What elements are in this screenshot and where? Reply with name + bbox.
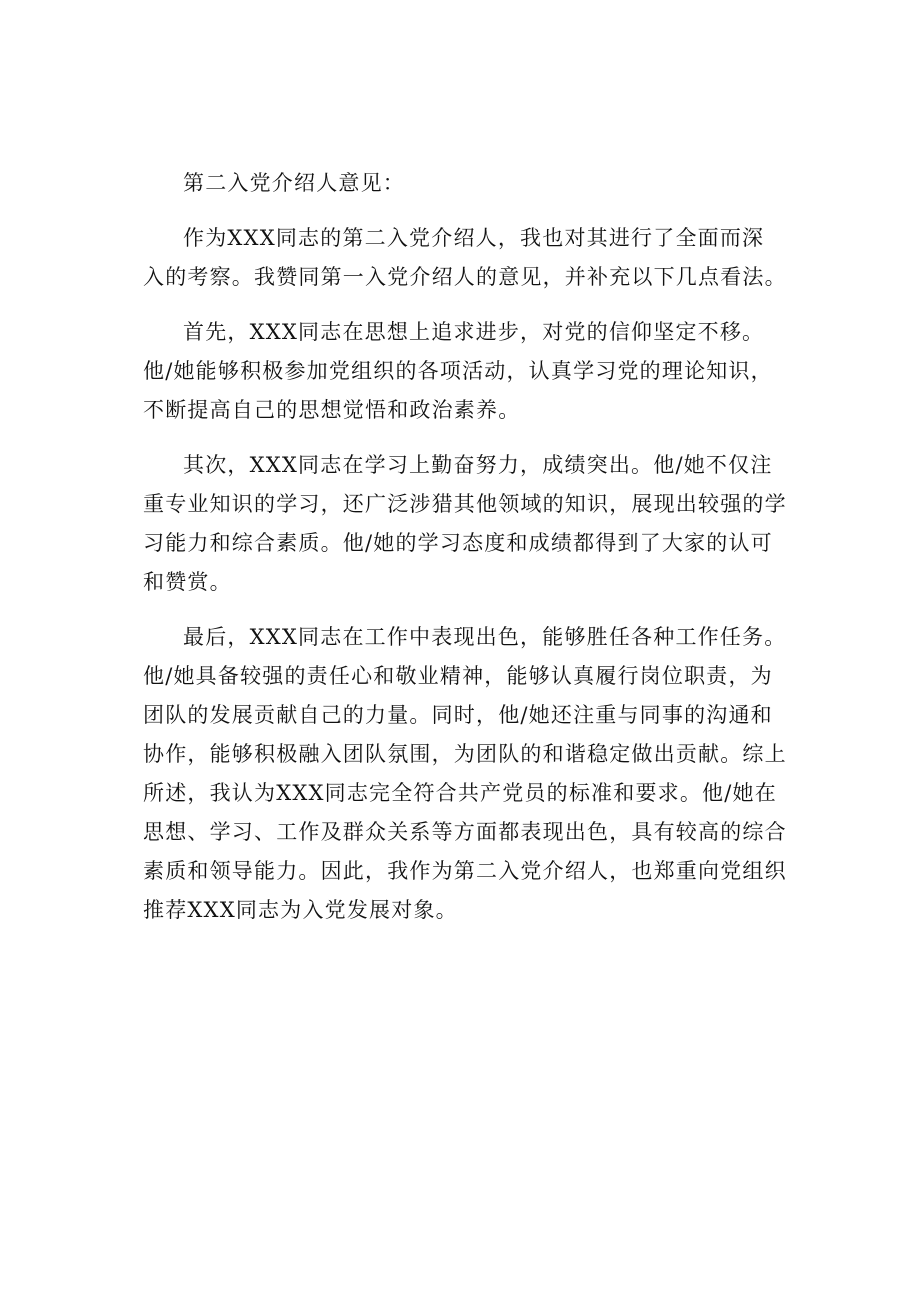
text-line: 最后，XXX同志在工作中表现出色，能够胜任各种工作任务。 bbox=[183, 625, 787, 649]
text-line: 所述，我认为XXX同志完全符合共产党员的标准和要求。他/她在 bbox=[143, 781, 777, 805]
text-line: 和赞赏。 bbox=[143, 570, 232, 594]
text-line: 作为XXX同志的第二入党介绍人，我也对其进行了全面而深 bbox=[183, 226, 765, 250]
text-line: 入的考察。我赞同第一入党介绍人的意见，并补充以下几点看法。 bbox=[143, 265, 787, 289]
text-line: 首先，XXX同志在思想上追求进步，对党的信仰坚定不移。 bbox=[183, 320, 765, 344]
paragraph bbox=[143, 446, 803, 602]
document-body bbox=[143, 164, 803, 946]
text-line: 推荐XXX同志为入党发展对象。 bbox=[143, 898, 458, 922]
paragraph bbox=[143, 219, 803, 297]
text-line: 素质和领导能力。因此，我作为第二入党介绍人，也郑重向党组织 bbox=[143, 859, 787, 883]
section-heading bbox=[143, 164, 803, 203]
text-line: 团队的发展贡献自己的力量。同时，他/她还注重与同事的沟通和 bbox=[143, 703, 773, 727]
text-line: 他/她具备较强的责任心和敬业精神，能够认真履行岗位职责，为 bbox=[143, 664, 773, 688]
text-line: 重专业知识的学习，还广泛涉猎其他领域的知识，展现出较强的学 bbox=[143, 492, 787, 516]
paragraph bbox=[143, 313, 803, 430]
text-line: 思想、学习、工作及群众关系等方面都表现出色，具有较高的综合 bbox=[143, 820, 787, 844]
text-line: 协作，能够积极融入团队氛围，为团队的和谐稳定做出贡献。综上 bbox=[143, 742, 787, 766]
text-line: 他/她能够积极参加党组织的各项活动，认真学习党的理论知识， bbox=[143, 359, 773, 383]
text-line: 习能力和综合素质。他/她的学习态度和成绩都得到了大家的认可 bbox=[143, 531, 773, 555]
text-line: 其次，XXX同志在学习上勤奋努力，成绩突出。他/她不仅注 bbox=[183, 453, 773, 477]
paragraph bbox=[143, 618, 803, 930]
text-line: 不断提高自己的思想觉悟和政治素养。 bbox=[143, 398, 521, 422]
text-line: 第二入党介绍人意见： bbox=[183, 171, 405, 195]
